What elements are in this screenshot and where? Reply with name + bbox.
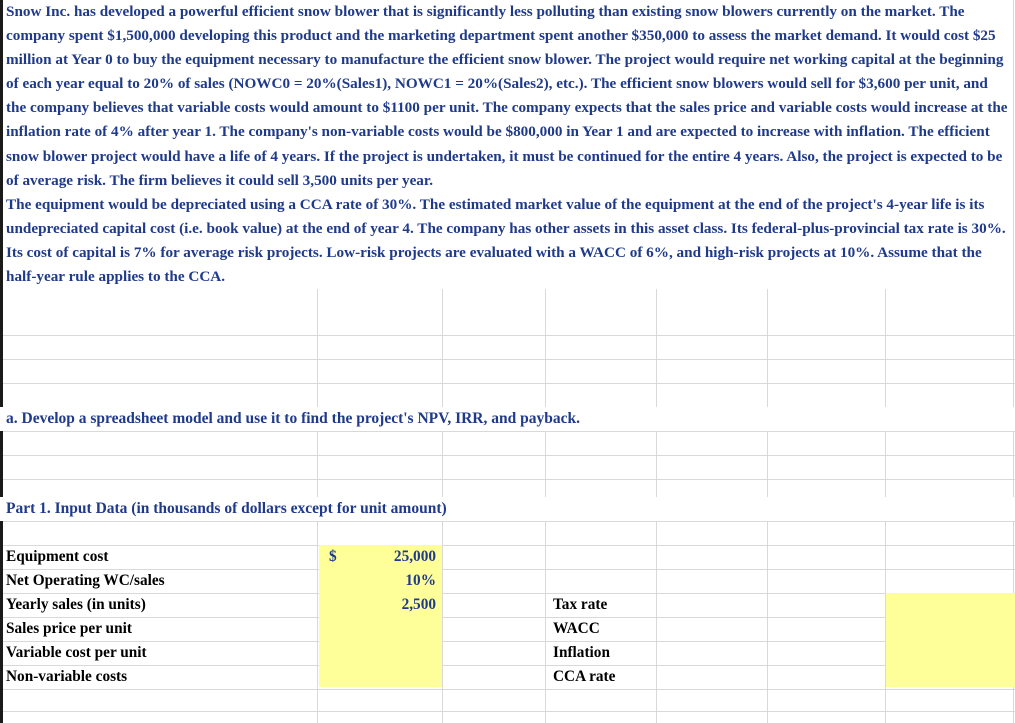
part1-title: Part 1. Input Data (in thousands of dollars except for unit amount) (6, 500, 447, 517)
part-a-instruction: a. Develop a spreadsheet model and use it to find the project's NPV, IRR, and payback. (6, 410, 580, 427)
label-nowc-sales: Net Operating WC/sales (6, 572, 165, 589)
row-gridline (0, 335, 1015, 336)
row-gridline (0, 455, 1015, 456)
value-yearly-sales[interactable]: 2,500 (401, 596, 436, 613)
label-variable-cost: Variable cost per unit (6, 644, 147, 661)
label-wacc: WACC (553, 620, 600, 637)
label-tax-rate: Tax rate (553, 596, 608, 613)
input-cells-right[interactable] (886, 593, 1015, 687)
problem-statement (6, 0, 1011, 289)
part-a-row (0, 407, 1015, 431)
value-nowc-sales[interactable]: 10% (405, 572, 436, 589)
label-yearly-sales: Yearly sales (in units) (6, 596, 146, 613)
part1-row (0, 497, 1015, 521)
label-cca-rate: CCA rate (553, 668, 616, 685)
row-gridline (0, 359, 1015, 360)
value-equipment-cost[interactable]: 25,000 (393, 548, 436, 565)
label-nonvariable-costs: Non-variable costs (6, 668, 128, 685)
row-gridline (0, 665, 1015, 666)
problem-paragraph-1: Snow Inc. has developed a powerful efficient snow blower that is significantly less polluting than existing snow blowers currently on the market. The company spent $1,500,000 developing this product and the marketing department spent another $350,000 to assess the market demand. It would cost $25 million at Year 0 to buy the equipment necessary to manufacture the efficient snow blower. The project would require net working capital at the beginning of each year equal to 20% of sales (NOWC0 = 20%(Sales1), NOWC1 = 20%(Sales2), etc.). The efficient snow blowers would sell for $3,600 per unit, and the company believes that variable costs would amount to $1100 per unit. The company expects that the sales price and variable costs would increase at the inflation rate of 4% after year 1. The company's non-variable costs would be $800,000 in Year 1 and are expected to increase with inflation. The efficient snow blower project would have a life of 4 years. If the project is undertaken, it must be continued for the entire 4 years. Also, the project is expected to be of average risk. The firm believes it could sell 3,500 units per year. (6, 3, 1008, 189)
row-gridline (0, 521, 1015, 522)
problem-paragraph-2: The equipment would be depreciated using a CCA rate of 30%. The estimated market value of the equipment at the end of the project's 4-year life is its undepreciated capital cost (i.e. book value) at the end of year 4. The company has other assets in this asset class. Its federal-plus-provincial tax rate is 30%. Its cost of capital is 7% for average risk projects. Low-risk projects are evaluated with a WACC of 6%, and high-risk projects at 10%. Assume that the half-year rule applies to the CCA. (6, 195, 1006, 286)
row-gridline (0, 711, 1015, 712)
currency-symbol: $ (329, 548, 337, 565)
row-gridline (0, 545, 1015, 546)
row-gridline (0, 431, 1015, 432)
row-gridline (0, 689, 1015, 690)
row-gridline (0, 617, 1015, 618)
row-gridline (0, 383, 1015, 384)
label-inflation: Inflation (553, 644, 610, 661)
row-gridline (0, 479, 1015, 480)
row-gridline (0, 641, 1015, 642)
label-sales-price: Sales price per unit (6, 620, 132, 637)
row-gridline (0, 593, 1015, 594)
label-equipment-cost: Equipment cost (6, 548, 109, 565)
sheet-left-border (0, 0, 3, 723)
